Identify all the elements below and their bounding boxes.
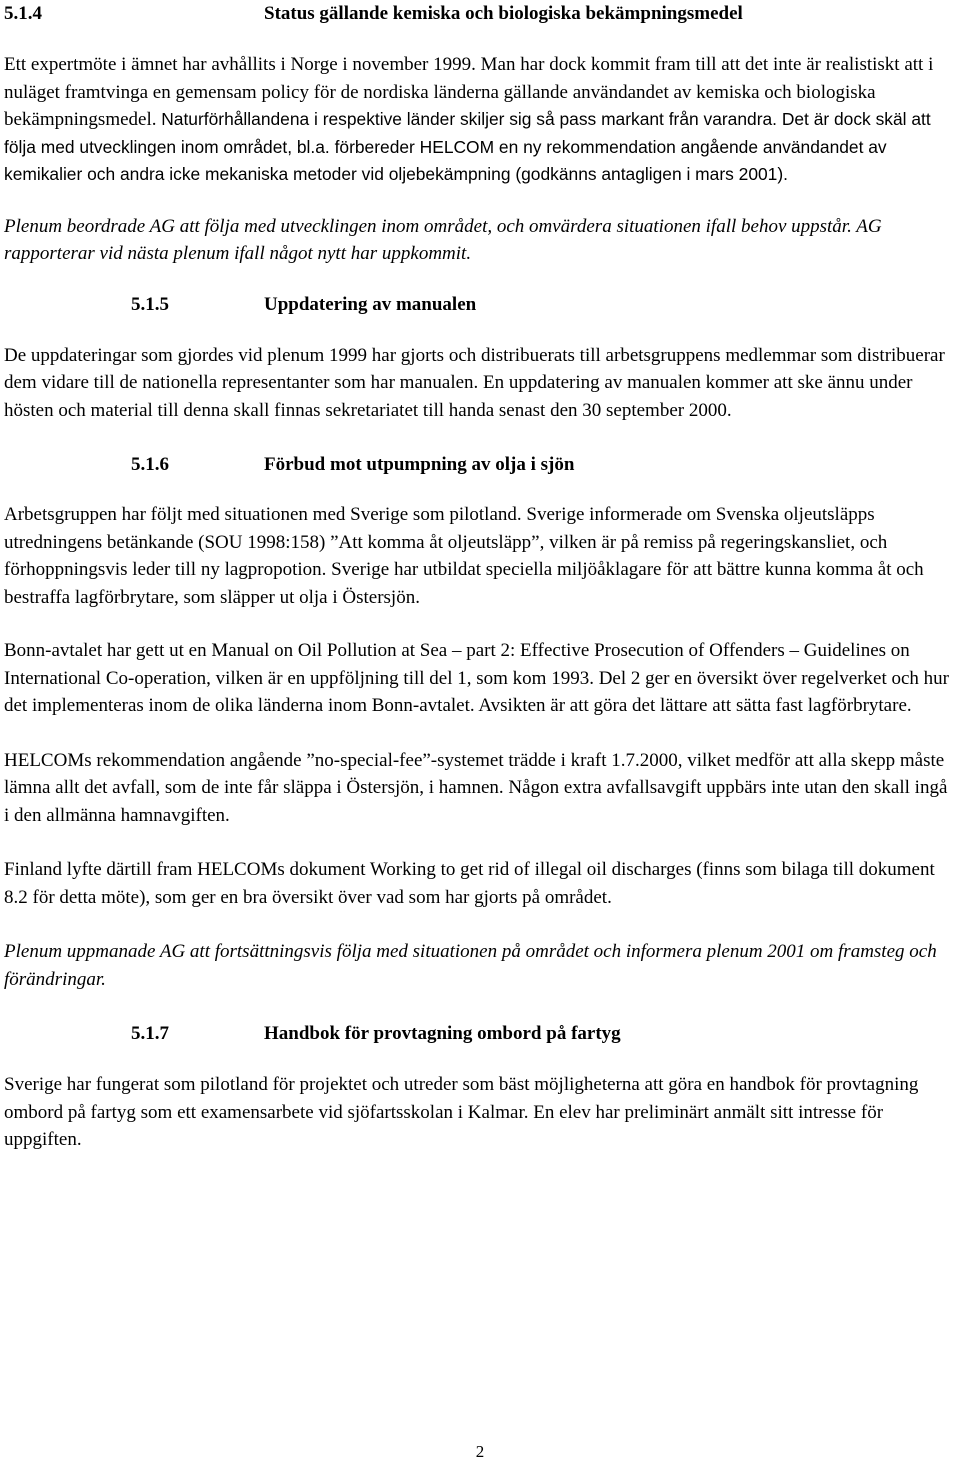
italic-paragraph: Plenum beordrade AG att följa med utvecklingen inom området, och omvärdera situationen ifall behov uppstår. AG rapporterar vid nästa plenum ifall något nytt har uppkommit. — [4, 215, 882, 264]
paragraph: Bonn-avtalet har gett ut en Manual on Oil Pollution at Sea – part 2: Effective Prosecution of Offenders – Guidelines on International Co-operation, vilken är en uppföljning till del 1, som kom 1993. Del 2 ger en översikt över regelverket och hur det implementeras inom de olika länderna inom Bonn-avtalet. Avsikten är att göra det lättare att sätta fast lagförbrytare. — [4, 640, 949, 716]
section-number: 5.1.5 — [131, 293, 169, 315]
section-heading-5-1-7 — [4, 1020, 956, 1048]
paragraph: De uppdateringar som gjordes vid plenum 1999 har gjorts och distribuerats till arbetsgruppens medlemmar som distribuerar dem vidare till de nationella representanter som har manualen. En uppdatering av manualen kommer att ske ännu under hösten och material till denna skall finnas sekretariatet till handa senast den 30 september 2000. — [4, 344, 945, 421]
paragraph — [4, 51, 956, 189]
paragraph: Arbetsgruppen har följt med situationen med Sverige som pilotland. Sverige informerade om Svenska oljeutsläpps utredningens betänkande (SOU 1998:158) ”Att komma åt oljeutsläpp”, vilken är på remiss på regeringskansliet, och förhoppningsvis leder till ny lagpropotion. Sverige har utbildat speciella miljöåklagare för att bättre kunna komma åt och bestraffa lagförbrytare, som släpper ut olja i Östersjön. — [4, 504, 924, 608]
section-title: Status gällande kemiska och biologiska bekämpningsmedel — [264, 3, 743, 24]
paragraph: HELCOMs rekommendation angående ”no-special-fee”-systemet trädde i kraft 1.7.2000, vilket medför att alla skepp måste lämna allt det avfall, som de inte får släppa i Östersjön, i hamnen. Någon extra avfallsavgift uppbärs inte utan den skall ingå i den allmänna hamnavgiften. — [4, 749, 948, 826]
section-title: Handbok för provtagning ombord på fartyg — [264, 1023, 621, 1044]
italic-paragraph: Plenum uppmanade AG att fortsättningsvis följa med situationen på området och informera plenum 2001 om framsteg och förändringar. — [4, 941, 937, 990]
paragraph-text: Ett expertmöte i ämnet har avhållits i Norge i november 1999. Man har dock kommit fram till att det inte är realistiskt att i nuläget framtvinga en gemensam policy för de nordiska länderna gällande användandet av kemiska och biologiska bekämpningsmedel. — [4, 54, 934, 130]
section-title: Förbud mot utpumpning av olja i sjön — [264, 454, 575, 475]
section-heading-5-1-4 — [4, 0, 956, 28]
document-page — [4, 0, 956, 1154]
section-title: Uppdatering av manualen — [264, 293, 477, 315]
paragraph-text-sans: Naturförhållandena i respektive länder skiljer sig så pass markant från varandra. Det är dock skäl att följa med utvecklingen inom området, bl.a. förbereder HELCOM en ny rekommendation angående användandet av kemikalier och andra icke mekaniska metoder vid oljebekämpning (godkänns antagligen i mars 2001). — [4, 109, 931, 184]
page-number: 2 — [475, 1442, 485, 1461]
section-heading-5-1-6 — [4, 451, 956, 479]
section-heading-5-1-5 — [4, 291, 956, 319]
paragraph: Sverige har fungerat som pilotland för projektet och utreder som bäst möjligheterna att göra en handbok för provtagning ombord på fartyg som ett examensarbete vid sjöfartsskolan i Kalmar. En elev har preliminärt anmält sitt intresse för uppgiften. — [4, 1074, 919, 1150]
paragraph: Finland lyfte därtill fram HELCOMs dokument Working to get rid of illegal oil discharges (finns som bilaga till dokument 8.2 för detta möte), som ger en bra översikt över vad som har gjorts på området. — [4, 859, 935, 908]
section-number: 5.1.7 — [131, 1023, 169, 1044]
section-number: 5.1.6 — [131, 454, 169, 475]
section-number: 5.1.4 — [4, 3, 42, 24]
